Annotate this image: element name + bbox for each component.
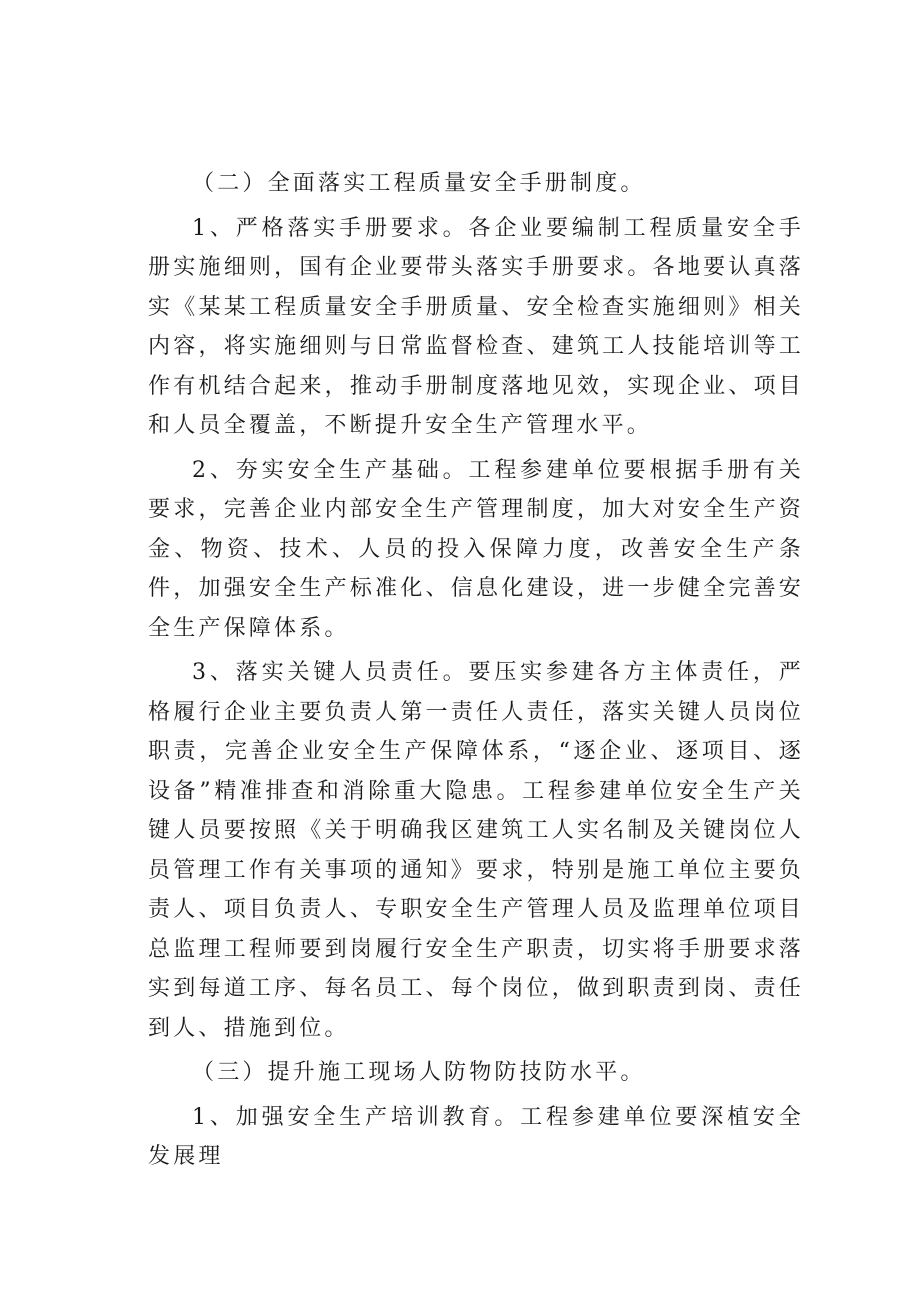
paragraph-3-1: 1、加强安全生产培训教育。工程参建单位要深植安全发展理 xyxy=(148,1104,804,1169)
document-body xyxy=(148,164,804,1177)
section-heading-3: （三）提升施工现场人防物防技防水平。 xyxy=(192,1060,646,1085)
paragraph-2-1: 1、严格落实手册要求。各企业要编制工程质量安全手册实施细则，国有企业要带头落实手册要求。各地要认真落实《某某工程质量安全手册质量、安全检查实施细则》相关内容，将实施细则与日常监督检查、建筑工人技能培训等工作有机结合起来，推动手册制度落地见效，实现企业、项目和人员全覆盖，不断提升安全生产管理水平。 xyxy=(148,215,804,438)
paragraph-2-3: 3、落实关键人员责任。要压实参建各方主体责任，严格履行企业主要负责人第一责任人责任，落实关键人员岗位职责，完善企业安全生产保障体系，“逐企业、逐项目、逐设备”精准排查和消除重大隐患。工程参建单位安全生产关键人员要按照《关于明确我区建筑工人实名制及关键岗位人员管理工作有关事项的通知》要求，特别是施工单位主要负责人、项目负责人、专职安全生产管理人员及监理单位项目总监理工程师要到岗履行安全生产职责，切实将手册要求落实到每道工序、每名员工、每个岗位，做到职责到岗、责任到人、措施到位。 xyxy=(148,660,804,1041)
paragraph-2-2: 2、夯实安全生产基础。工程参建单位要根据手册有关要求，完善企业内部安全生产管理制度，加大对安全生产资金、物资、技术、人员的投入保障力度，改善安全生产条件，加强安全生产标准化、信息化建设，进一步健全完善安全生产保障体系。 xyxy=(148,457,804,641)
section-heading-2: （二）全面落实工程质量安全手册制度。 xyxy=(192,171,646,196)
